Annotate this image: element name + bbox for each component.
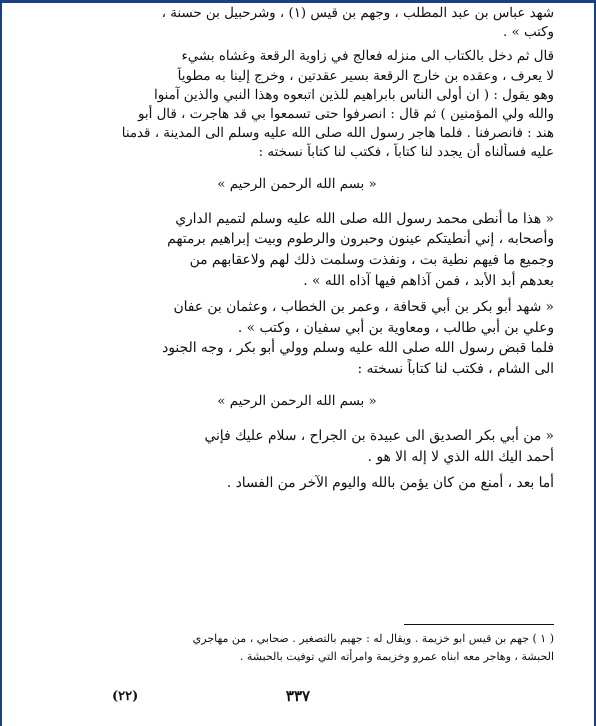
text-line: الى الشام ، فكتب لنا كتاباً نسخته :	[357, 361, 554, 378]
text-line: وأصحابه ، إني أنطيتكم عينون وحبرون والرطوم وبيت إبراهيم برمتهم	[167, 231, 554, 248]
text-line: وكتب » .	[503, 25, 554, 41]
text-line: بعدهم أبد الأبد ، فمن آذاهم فيها آذاه الله » .	[303, 273, 554, 290]
window-frame-top	[0, 0, 596, 3]
text-line: هند : فانصرفنا . فلما هاجر رسول الله صلى الله عليه وسلم الى المدينة ، قدمنا	[121, 126, 554, 142]
text-line: وجميع ما فيهم نطية بت ، ونفذت وسلمت ذلك لهم ولاعقابهم من	[189, 252, 554, 269]
window-frame-left	[0, 0, 2, 726]
text-line: لا يعرف ، وعقده بن خارج الرقعة بسير عقدتين ، وخرج إلينا به مطوياً	[177, 68, 554, 84]
text-line: « شهد أبو بكر بن أبي قحافة ، وعمر بن الخطاب ، وعثمان بن عفان	[173, 298, 554, 315]
text-line: والله ولي المؤمنين ) ثم قال : انصرفوا حتى تسمعوا بي قد هاجرت ، قال أبو	[137, 107, 554, 123]
text-line: أما بعد ، أمنع من كان يؤمن بالله واليوم الآخر من الفساد .	[226, 474, 554, 491]
text-line: شهد عباس بن عبد المطلب ، وجهم بن قيس (١) ، وشرحبيل بن حسنة ،	[161, 6, 554, 21]
folio-number: (٢٢)	[112, 689, 139, 704]
text-line: وهو يقول : ( ان أولى الناس بابراهيم للذين اتبعوه وهذا النبي والذين آمنوا	[153, 87, 554, 103]
text-line: عليه فسألناه أن يجدد لنا كتاباً ، فكتب لنا كتاباً نسخته :	[258, 145, 554, 161]
text-line: أحمد اليك الله الذي لا إله الا هو .	[367, 448, 554, 465]
text-line: قال ثم دخل بالكتاب الى منزله فعالج في زاوية الرقعة وغشاه بشيء	[181, 49, 554, 65]
text-line: « من أبي بكر الصديق الى عبيدة بن الجراح ، سلام عليك فإني	[204, 428, 554, 444]
text-line: « هذا ما أنطى محمد رسول الله صلى الله عليه وسلم لتميم الداري	[175, 210, 554, 227]
footnote-line: ( ١ ) جهم بن قيس ابو خزيمة . ويقال له : جهيم بالتصغير . صحابي ، من مهاجري	[192, 632, 554, 645]
footnote-line: الحبشة ، وهاجر معه ابناه عمرو وخزيمة وامرأته التي توفيت بالحبشة .	[239, 650, 554, 663]
main-text	[40, 4, 554, 493]
basmala-heading: « بسم الله الرحمن الرحيم »	[217, 176, 377, 192]
text-line: فلما قبض رسول الله صلى الله عليه وسلم وولي أبو بكر ، وجه الجنود	[162, 340, 554, 357]
charter-quote	[40, 209, 554, 380]
basmala-heading: « بسم الله الرحمن الرحيم »	[217, 394, 377, 409]
footnote-divider	[404, 624, 554, 625]
text-line: وعلي بن أبي طالب ، ومعاوية بن أبي سفيان ، وكتب » .	[237, 319, 554, 336]
page-number: ٣٣٧	[285, 687, 311, 705]
footnote	[38, 630, 554, 666]
letter-quote	[40, 426, 554, 493]
